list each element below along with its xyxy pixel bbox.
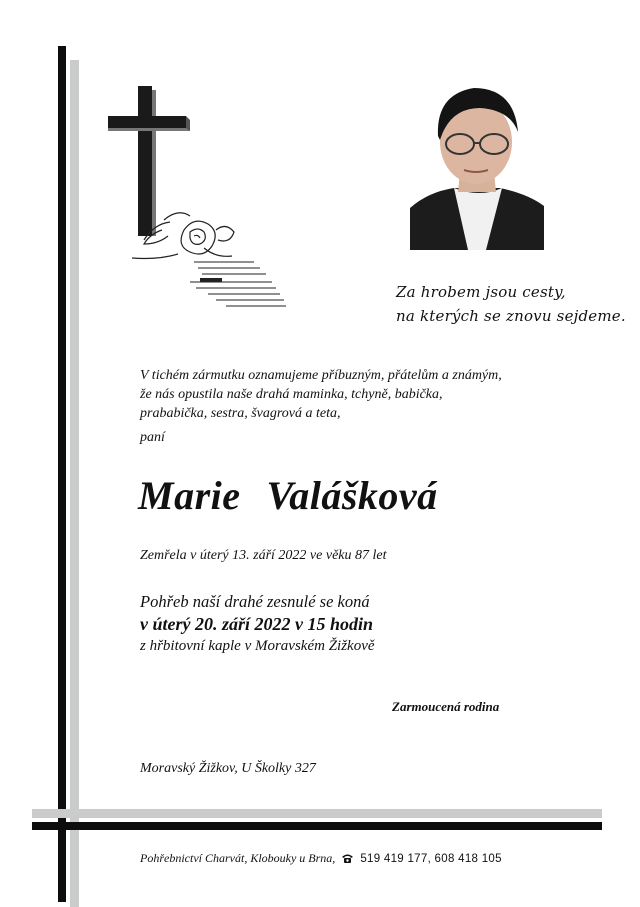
intro-line-3: prababička, sestra, švagrová a teta, (140, 406, 341, 421)
intro-line-2: že nás opustila naše drahá maminka, tchyně, babička, (140, 387, 443, 402)
phone-numbers: 519 419 177, 608 418 105 (360, 852, 502, 865)
portrait-photo (410, 80, 544, 250)
border-horizontal-black (32, 822, 602, 830)
cross-with-rose-icon (104, 80, 289, 320)
funeral-company: Pohřebnictví Charvát, Klobouky u Brna, (140, 851, 336, 865)
border-horizontal-gray (32, 809, 602, 818)
border-vertical-black (58, 46, 66, 902)
address: Moravský Žižkov, U Školky 327 (140, 761, 316, 776)
deceased-name (138, 472, 438, 519)
motto-line-1: Za hrobem jsou cesty, (396, 283, 566, 301)
last-name: Valášková (266, 473, 438, 518)
title-prefix: paní (140, 430, 165, 445)
announcement-intro (140, 366, 502, 423)
funeral-line-1: Pohřeb naší drahé zesnulé se koná (140, 592, 370, 611)
border-vertical-gray (70, 60, 79, 907)
phone-icon (341, 853, 354, 864)
motto (396, 280, 626, 328)
funeral-location: z hřbitovní kaple v Moravském Žižkově (140, 638, 375, 654)
funeral-date-time: v úterý 20. září 2022 v 15 hodin (140, 614, 374, 634)
intro-line-1: V tichém zármutku oznamujeme příbuzným, přátelům a známým, (140, 368, 502, 383)
family-signature: Zarmoucená rodina (392, 699, 500, 714)
death-info: Zemřela v úterý 13. září 2022 ve věku 87 let (140, 548, 387, 563)
funeral-info (140, 591, 375, 657)
footer (140, 851, 502, 866)
first-name: Marie (138, 473, 241, 518)
motto-line-2: na kterých se znovu sejdeme. (396, 307, 626, 325)
